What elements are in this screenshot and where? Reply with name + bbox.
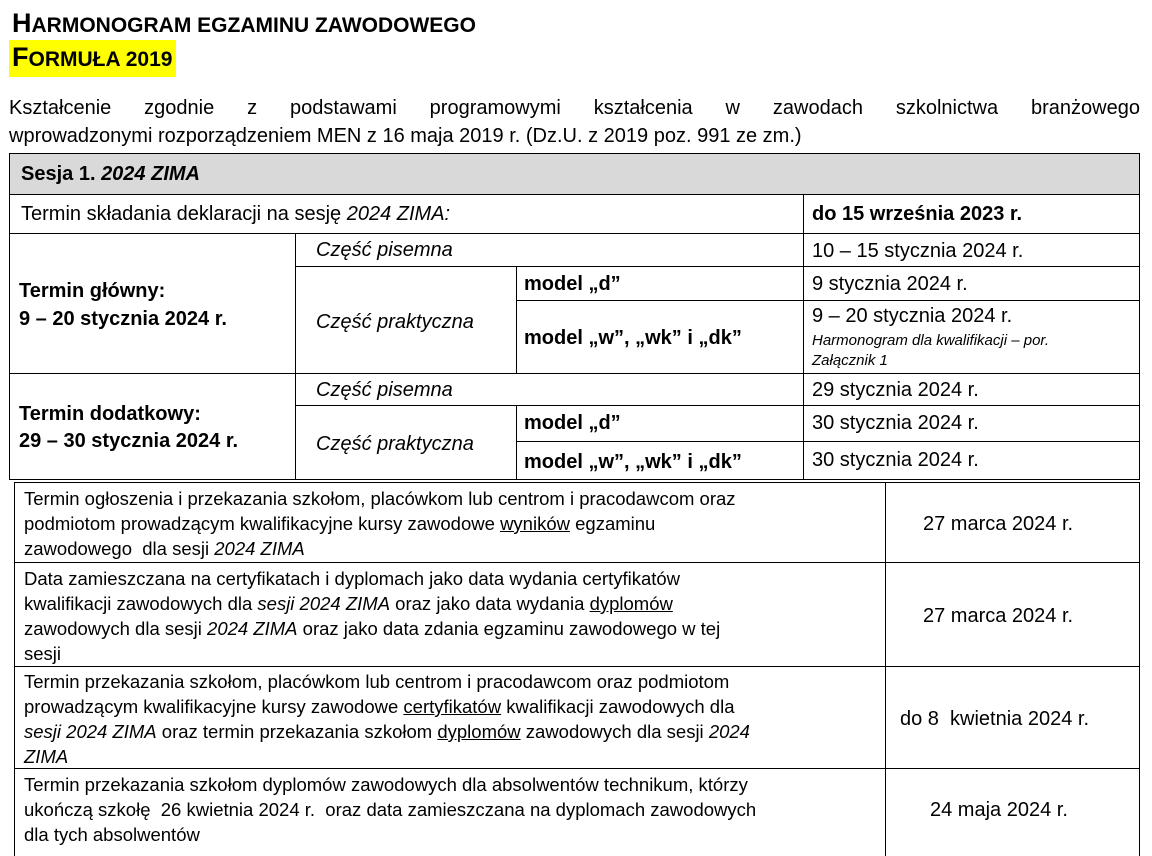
table-border [516,441,1140,442]
main-model-w-date: 9 – 20 stycznia 2024 r. [812,305,1013,327]
main-model-d-date: 9 stycznia 2024 r. [812,273,968,295]
main-model-w-note-2: Załącznik 1 [812,352,888,369]
table-border [14,768,1140,769]
main-model-w-note: Harmonogram dla kwalifikacji – por. [812,332,1050,349]
main-written-date: 10 – 15 stycznia 2024 r. [812,240,1024,262]
extra-term-dates: 29 – 30 stycznia 2024 r. [19,430,239,452]
row1-line2: kwalifikacji zawodowych dla sesji 2024 ZIMA oraz jako data wydania dyplomów [24,593,673,614]
extra-model-d-label: model „d” [524,412,621,434]
extra-written-date: 29 stycznia 2024 r. [812,379,979,401]
table-border [803,194,804,479]
intro-line-2: wprowadzonymi rozporządzeniem MEN z 16 maja 2019 r. (Dz.U. z 2019 poz. 991 ze zm.) [9,125,802,147]
formula-title [9,40,176,77]
session-label: Sesja 1. 2024 ZIMA [21,163,200,185]
row3-line3: dla tych absolwentów [24,824,200,845]
extra-model-w-label: model „w”, „wk” i „dk” [524,451,742,473]
table-border [9,153,10,479]
document-title [12,8,476,41]
declaration-label: Termin składania deklaracji na sesję 2024 ZIMA: [21,203,451,225]
table-border [1139,153,1140,479]
row3-line2: ukończą szkołę 26 kwietnia 2024 r. oraz data zamieszczana na dyplomach zawodowych [24,799,757,820]
row0-line1: Termin ogłoszenia i przekazania szkołom, placówkom lub centrom i pracodawcom oraz [24,488,736,509]
table-border [9,373,1140,374]
row1-line3: zawodowych dla sesji 2024 ZIMA oraz jako data zdania egzaminu zawodowego w tej [24,618,721,639]
table-border [9,153,1140,154]
main-term-dates: 9 – 20 stycznia 2024 r. [19,308,227,330]
formula-rest: ORMUŁA 2019 [28,48,173,71]
main-term-label: Termin główny: [19,280,166,302]
row0-line2: podmiotom prowadzącym kwalifikacyjne kursy zawodowe wyników egzaminu [24,513,656,534]
title-rest: ARMONOGRAM EGZAMINU ZAWODOWEGO [31,14,476,37]
main-written-label: Część pisemna [316,239,453,261]
table-border [295,266,1140,267]
table-border [295,233,296,479]
intro-paragraph [9,94,1140,150]
row1-line1: Data zamieszczana na certyfikatach i dyplomach jako data wydania certyfikatów [24,568,681,589]
table-border [516,300,1140,301]
row3-line1: Termin przekazania szkołom dyplomów zawodowych dla absolwentów technikum, którzy [24,774,748,795]
table-border [9,479,1140,480]
declaration-date: do 15 września 2023 r. [812,203,1023,225]
row2-line1: Termin przekazania szkołom, placówkom lub centrom i pracodawcom oraz podmiotom [24,671,730,692]
table-border [516,405,517,479]
row2-date: do 8 kwietnia 2024 r. [900,708,1090,730]
extra-term-label: Termin dodatkowy: [19,403,201,425]
row0-date: 27 marca 2024 r. [923,513,1074,535]
extra-model-w-date: 30 stycznia 2024 r. [812,449,979,471]
table-border [295,405,1140,406]
row2-line3: sesji 2024 ZIMA oraz termin przekazania szkołom dyplomów zawodowych dla sesji 2024 [24,721,750,742]
row2-line4: ZIMA [24,746,69,767]
main-practical-label: Część praktyczna [316,311,474,333]
main-model-d-label: model „d” [524,273,621,295]
table-border [1139,482,1140,856]
row0-line3: zawodowego dla sesji 2024 ZIMA [24,538,305,559]
main-model-w-label: model „w”, „wk” i „dk” [524,327,742,349]
table-border [516,266,517,373]
table-border [14,482,15,856]
intro-line-1: Kształcenie zgodnie z podstawami programowymi kształcenia w zawodach szkolnictwa branżowego [9,97,1140,119]
table-border [14,562,1140,563]
row1-date: 27 marca 2024 r. [923,605,1074,627]
extra-written-label: Część pisemna [316,379,453,401]
formula-initial: F [12,42,29,72]
table-border [9,194,1140,195]
row1-line4: sesji [24,643,62,664]
table-border [14,666,1140,667]
row3-date: 24 maja 2024 r. [930,799,1068,821]
row2-line2: prowadzącym kwalifikacyjne kursy zawodowe certyfikatów kwalifikacji zawodowych dla [24,696,735,717]
table-border [14,482,1140,483]
title-initial: H [12,8,32,38]
extra-model-d-date: 30 stycznia 2024 r. [812,412,979,434]
table-border [885,482,886,856]
table-border [9,233,1140,234]
extra-practical-label: Część praktyczna [316,433,474,455]
